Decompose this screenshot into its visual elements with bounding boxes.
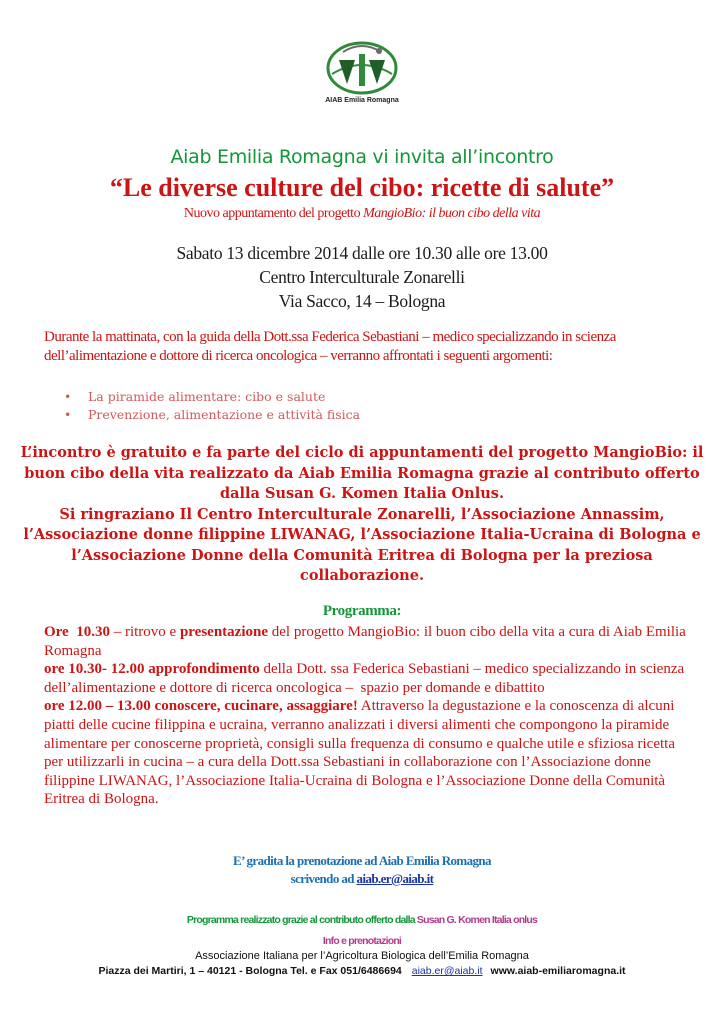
program-item [44, 697, 690, 809]
sponsor-credit [0, 914, 724, 926]
logo-caption: AIAB Emilia Romagna [325, 97, 399, 104]
subtitle-prefix: Nuovo appuntamento del progetto [183, 206, 364, 221]
program-time: ore 10.30- 12.00 [44, 661, 145, 678]
program-text: – ritrovo e [109, 624, 180, 640]
booking-note [0, 852, 724, 888]
program-text: del progetto MangioBio: il buon cibo della vita a cura di Aiab Emilia Romagna [44, 624, 686, 659]
notice-free-entry: L’incontro è gratuito e fa parte del ciclo di appuntamenti del progetto MangioBio: il buon cibo della vita realizzato da Aiab Emilia Romagna grazie al contributo offerto dalla Susan G. Komen Italia Onlus. [20, 444, 704, 502]
notice-thanks: Si ringraziano Il Centro Interculturale Zonarelli, l’Associazione Annassim, l’Associazione donne filippine LIWANAG, l’Associazione Italia-Ucraina di Bologna e l’Associazione Donne della Comunità Eritrea di Bologna per la preziosa collaborazione. [23, 505, 701, 584]
booking-contact [0, 870, 724, 888]
footer-email-link[interactable]: aiab.er@aiab.it [411, 965, 483, 977]
event-date-time: Sabato 13 dicembre 2014 dalle ore 10.30 alle ore 13.00 [176, 243, 548, 263]
footer-contacts [0, 965, 724, 977]
event-details [0, 241, 724, 313]
program-time: ore 12.00 – 13.00 [44, 698, 151, 715]
invite-line: Aiab Emilia Romagna vi invita all’incontro [170, 146, 554, 168]
aiab-logo-icon [323, 38, 401, 96]
event-address: Via Sacco, 14 – Bologna [278, 291, 446, 311]
info-label: Info e prenotazioni [322, 935, 402, 947]
bullet-icon: • [64, 389, 72, 404]
topics-list [62, 388, 360, 424]
footer-website[interactable]: www.aiab-emiliaromagna.it [490, 965, 626, 977]
logo [310, 38, 414, 110]
list-item [62, 406, 360, 424]
notice-block [20, 443, 704, 587]
program-item [44, 660, 690, 697]
program-title: Programma: [322, 603, 402, 619]
credit-text: Programma realizzato grazie al contributo offerto dalla [186, 914, 417, 926]
bullet-icon: • [64, 407, 72, 422]
event-venue: Centro Interculturale Zonarelli [259, 267, 465, 287]
program-activity: approfondimento [148, 661, 260, 678]
program-activity: presentazione [179, 624, 268, 640]
program-time: Ore 10.30 [44, 624, 110, 640]
booking-email-link[interactable]: aiab.er@aiab.it [356, 871, 434, 886]
project-name: MangioBio: il buon cibo della vita [363, 206, 541, 221]
association-name: Associazione Italiana per l’Agricoltura Biologica dell’Emilia Romagna [195, 950, 529, 962]
program-text: della Dott. ssa Federica Sebastiani – medico specializzando in scienza dell’alimentazione e dottore di ricerca oncologica – spazio per domande e dibattito [44, 661, 685, 696]
footer-address: Piazza dei Martiri, 1 – 40121 - Bologna Tel. e Fax 051/6486694 [98, 965, 402, 977]
program-text: Attraverso la degustazione e la conoscenza di alcuni piatti delle cucine filippina e ucraina, verranno analizzati i diversi alimenti che compongono la piramide alimentare per conoscerne proprietà, consigli sulla frequenza di consumo e qualche utile e sfiziosa ricetta per utilizzarli in cucina – a cura della Dott.ssa Sebastiani in collaborazione con l’Associazione donne filippine LIWANAG, l’Associazione Italia-Ucraina di Bologna e l’Associazione Donne della Comunità Eritrea di Bologna. [44, 698, 675, 808]
program-list [44, 623, 690, 809]
booking-line: E’ gradita la prenotazione ad Aiab Emilia Romagna [233, 853, 491, 868]
sponsor-name: Susan G. Komen Italia onlus [416, 914, 538, 926]
topic-text: La piramide alimentare: cibo e salute [88, 389, 326, 404]
program-activity: conoscere, cucinare, assaggiare! [154, 698, 358, 715]
topic-text: Prevenzione, alimentazione e attività fisica [88, 407, 361, 422]
intro-paragraph: Durante la mattinata, con la guida della Dott.ssa Federica Sebastiani – medico specializzando in scienza dell’alimentazione e dottore di ricerca oncologica – verranno affrontati i seguenti argomenti: [44, 329, 616, 364]
list-item [62, 388, 360, 406]
program-item [44, 623, 690, 660]
booking-prefix: scrivendo ad [290, 871, 357, 886]
event-subtitle [0, 206, 724, 222]
event-title: “Le diverse culture del cibo: ricette di salute” [109, 173, 615, 202]
